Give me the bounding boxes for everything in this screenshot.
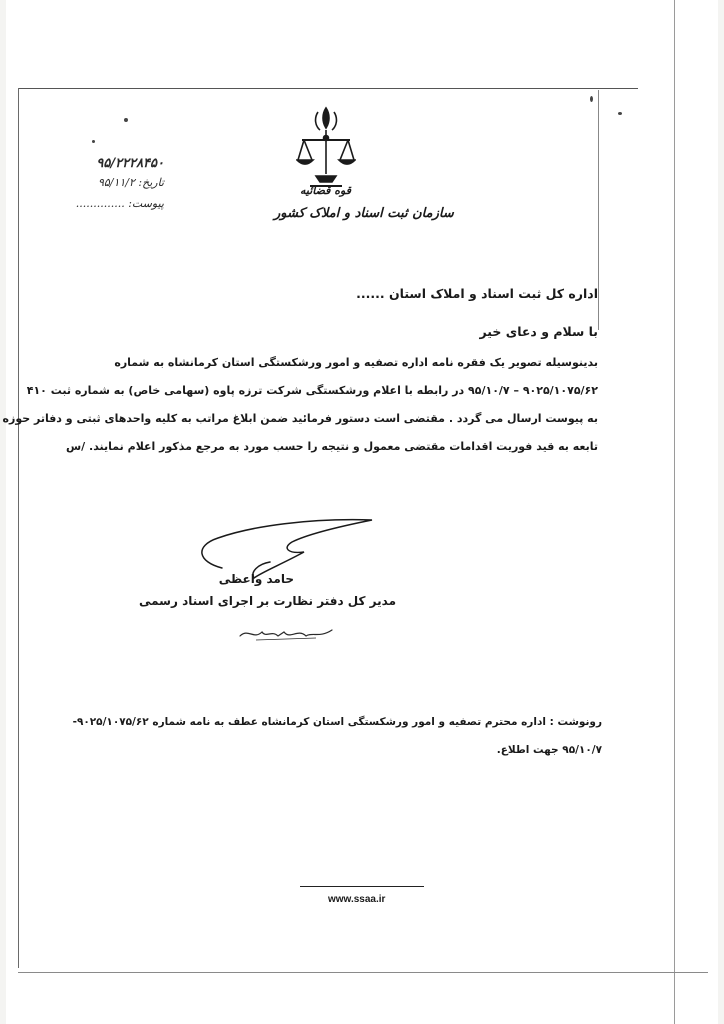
frame-top-line: [18, 88, 638, 89]
letter-date: تاریخ: ۹۵/۱۱/۲: [97, 176, 164, 189]
org-judiciary-name: قوه قضائیه: [300, 184, 351, 197]
letter-attachment: پیوست: ..............: [75, 197, 164, 210]
footer-website: www.ssaa.ir: [328, 894, 386, 905]
body-line: ۹۰۲۵/۱۰۷۵/۶۲ – ۹۵/۱۰/۷ در رابطه با اعلام ورشکستگی شرکت ترزه پاوه (سهامی خاص) به شماره ثبت ۴۱۰: [26, 384, 598, 397]
frame-left-line: [18, 88, 19, 968]
frame-right-line: [598, 90, 599, 330]
judiciary-emblem-icon: [296, 104, 356, 190]
body-line: تابعه به قید فوریت اقدامات مقتضی معمول و نتیجه را حسب مورد به مرجع مذکور اعلام نمایند. /س: [65, 440, 598, 453]
scan-edge-right: [674, 0, 675, 1024]
scan-speck: [590, 96, 593, 102]
signer-name: حامد واعظی: [218, 572, 294, 586]
scan-speck: [92, 140, 95, 143]
org-registry-name: سازمان ثبت اسناد و املاک کشور: [274, 206, 454, 221]
scan-edge-bottom: [18, 972, 708, 973]
document-page: [2, 0, 718, 1024]
body-line: به پیوست ارسال می گردد . مقتضی است دستور فرمائید ضمن ابلاغ مراتب به کلیه واحدهای ثبتی و دفاتر حوزه: [2, 412, 598, 425]
handwritten-initials: [236, 624, 336, 644]
letter-number: ۹۵/۲۲۲۸۴۵۰: [96, 156, 164, 171]
signer-title: مدیر کل دفتر نظارت بر اجرای اسناد رسمی: [139, 594, 396, 608]
body-line: بدینوسیله تصویر یک فقره نامه اداره تصفیه و امور ورشکستگی استان کرمانشاه به شماره: [114, 356, 598, 369]
scan-speck: [124, 118, 128, 122]
cc-line: رونوشت : اداره محترم تصفیه و امور ورشکستگی استان کرمانشاه عطف به نامه شماره ۹۰۲۵/۱۰۷۵/۶۲-: [72, 716, 602, 728]
scan-speck: [618, 112, 622, 115]
footer-rule: [300, 886, 424, 887]
recipient-line: اداره کل ثبت اسناد و املاک استان ......: [356, 286, 598, 301]
cc-line: ۹۵/۱۰/۷ جهت اطلاع.: [496, 744, 602, 756]
greeting-line: با سلام و دعای خیر: [479, 324, 598, 339]
